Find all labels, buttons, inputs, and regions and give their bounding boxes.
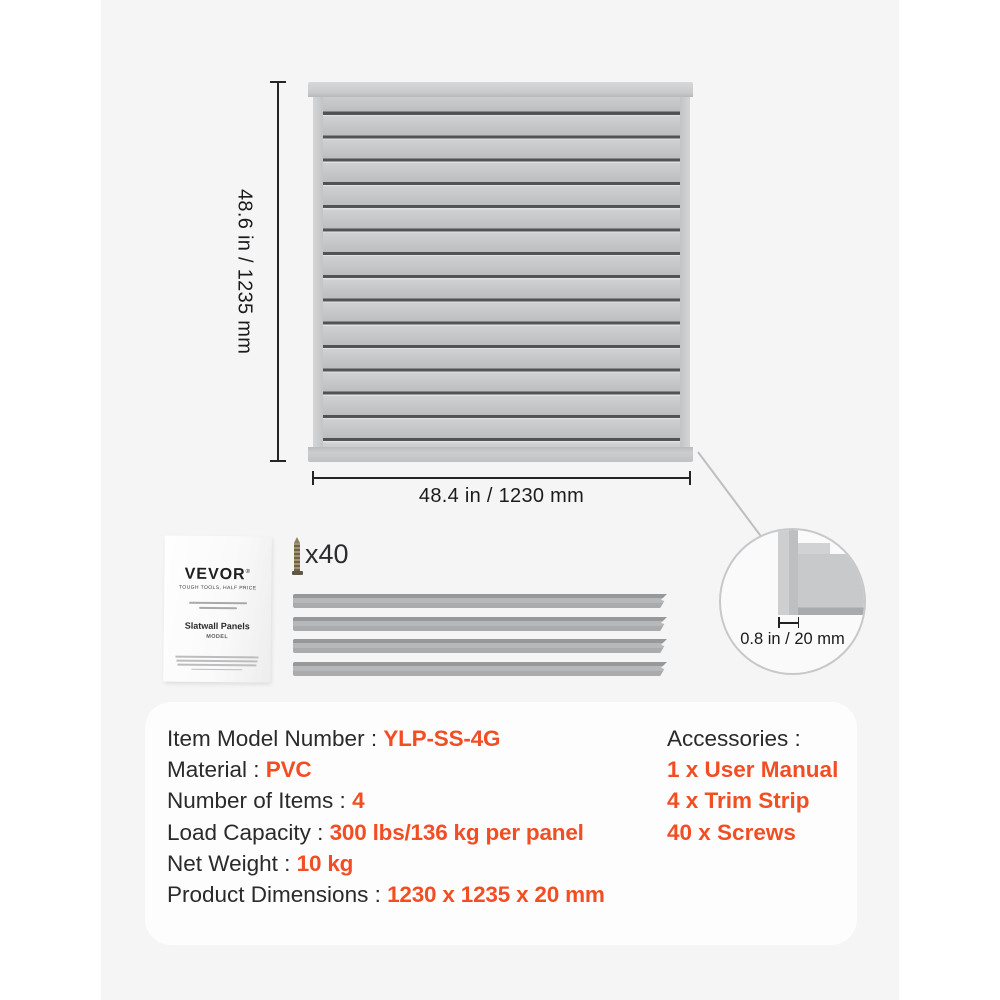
- accessory-item: 40 x Screws: [667, 819, 796, 845]
- spec-row-item-count: [167, 785, 605, 816]
- spec-label: Net Weight :: [167, 850, 297, 876]
- specs-card: [145, 702, 857, 945]
- spec-value: 4: [352, 788, 365, 814]
- width-dimension-tick-left: [312, 471, 314, 485]
- width-dimension-label: 48.4 in / 1230 mm: [418, 485, 585, 507]
- manual-model-line: MODEL: [206, 633, 229, 641]
- spec-value: 10 kg: [296, 850, 354, 876]
- accessories-column: [667, 723, 838, 848]
- manual-tagline: TOUGH TOOLS, HALF PRICE: [178, 584, 257, 592]
- panel-edge-profile: [778, 530, 798, 615]
- height-dimension-tick-top: [270, 81, 286, 83]
- spec-label: Product Dimensions :: [167, 882, 388, 908]
- spec-value: 1230 x 1235 x 20 mm: [387, 882, 605, 908]
- spec-row-dimensions: [167, 879, 605, 910]
- panel-left-rail: [313, 97, 323, 447]
- spec-value: 300 lbs/136 kg per panel: [329, 819, 584, 845]
- manual-text-line: [189, 602, 247, 605]
- spec-row-material: [167, 754, 605, 785]
- spec-label: Material :: [167, 757, 266, 783]
- spec-row-load-capacity: [167, 817, 605, 848]
- manual-text-line: [199, 607, 237, 609]
- width-dimension-tick-right: [689, 471, 691, 485]
- height-dimension-label: 48.6 in / 1235 mm: [233, 189, 256, 355]
- user-manual: [163, 535, 272, 682]
- manual-fine-print: [163, 655, 270, 670]
- panel-right-rail: [680, 97, 690, 447]
- slatwall-panel: [323, 97, 680, 447]
- spec-row-model: [167, 723, 605, 754]
- thickness-label: 0.8 in / 20 mm: [740, 630, 845, 648]
- panel-bottom-cap: [308, 447, 693, 462]
- spec-label: Number of Items :: [167, 788, 353, 814]
- screw-count-label: x40: [305, 539, 349, 569]
- trim-strip: [293, 662, 667, 676]
- trim-strip: [293, 617, 667, 631]
- spec-value: YLP-SS-4G: [383, 726, 501, 751]
- panel-edge-step: [798, 543, 830, 554]
- panel-top-cap: [308, 82, 693, 97]
- trim-strip: [293, 639, 667, 653]
- vevor-logo: VEVOR®: [184, 565, 252, 584]
- height-dimension-tick-bottom: [270, 460, 286, 462]
- height-dimension-line: [277, 82, 279, 462]
- spec-row-net-weight: [167, 848, 605, 879]
- thickness-callout-circle: [719, 528, 866, 675]
- thickness-measure-line: [778, 622, 799, 624]
- accessory-item: 1 x User Manual: [667, 757, 839, 783]
- spec-label: Item Model Number :: [167, 726, 384, 751]
- accessories-title: Accessories :: [667, 726, 801, 751]
- screw-icon: [292, 537, 304, 575]
- spec-value: PVC: [265, 757, 312, 783]
- trim-strip: [293, 594, 667, 608]
- specs-column: [167, 723, 605, 910]
- width-dimension-line: [312, 477, 691, 479]
- registered-mark: ®: [245, 568, 252, 576]
- manual-title: Slatwall Panels: [184, 620, 250, 632]
- spec-label: Load Capacity :: [167, 819, 330, 845]
- accessory-item: 4 x Trim Strip: [667, 788, 810, 814]
- panel-edge-block: [798, 554, 866, 615]
